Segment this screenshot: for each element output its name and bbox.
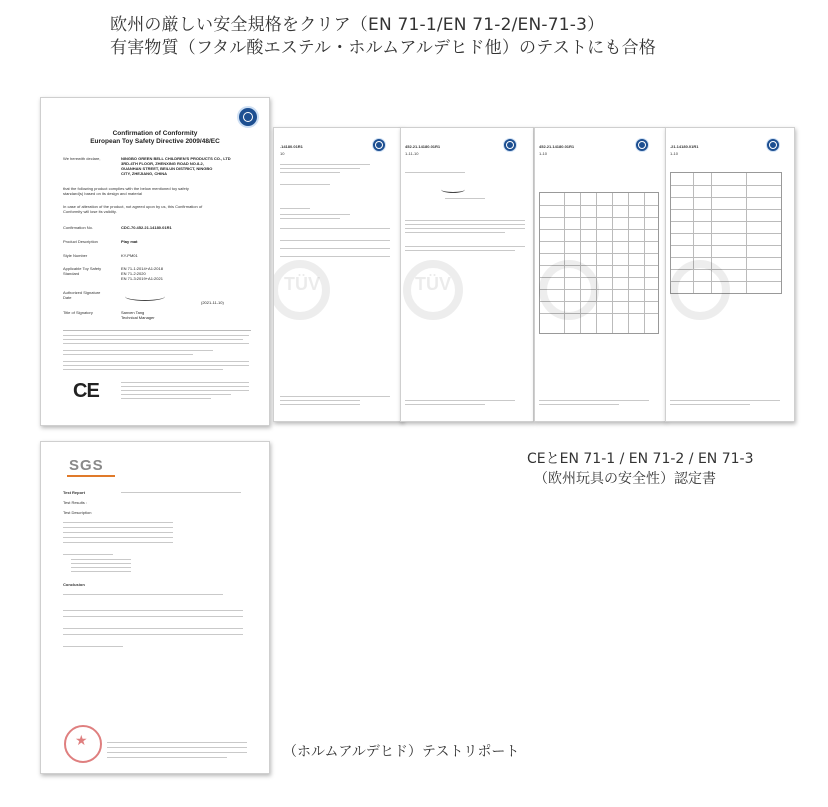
footer-line bbox=[670, 404, 750, 405]
fine-print-line bbox=[121, 382, 249, 383]
text-line bbox=[63, 646, 123, 647]
headline bbox=[110, 14, 656, 60]
signature-date: (2021-11-10) bbox=[201, 300, 224, 305]
text-line bbox=[405, 228, 525, 229]
header-line bbox=[121, 492, 241, 493]
tuv-logo-icon bbox=[635, 138, 649, 152]
text-line bbox=[405, 250, 515, 251]
grid-row bbox=[671, 257, 781, 258]
footer-line bbox=[107, 757, 227, 758]
footer-line bbox=[107, 752, 247, 753]
certificate-title bbox=[41, 130, 269, 146]
fine-print-line bbox=[121, 398, 211, 399]
text-line bbox=[280, 228, 390, 229]
company-address-1: 3RD-4TH FLOOR, ZHENXING ROAD NO.8-2, bbox=[121, 161, 204, 166]
sgs-section-results: Test Results : bbox=[63, 500, 88, 505]
conformity-certificate bbox=[40, 97, 270, 426]
watermark-ring bbox=[670, 260, 730, 320]
headline-line2: 有害物質（フタル酸エステル・ホルムアルデヒド他）のテストにも合格 bbox=[110, 38, 656, 58]
declare-label: We herewith declare, bbox=[63, 156, 101, 161]
certificate-title-line2: European Toy Safety Directive 2009/48/EC bbox=[90, 138, 220, 145]
fine-print-line bbox=[121, 386, 249, 387]
grid-col bbox=[596, 193, 597, 333]
grid-row bbox=[671, 209, 781, 210]
tuv-logo-icon bbox=[237, 106, 259, 128]
field-label: Standard bbox=[63, 271, 80, 276]
fine-print-line bbox=[63, 365, 249, 366]
footer-line bbox=[280, 396, 390, 397]
sgs-stamp bbox=[64, 725, 102, 763]
grid-row bbox=[540, 253, 658, 254]
grid-row bbox=[540, 205, 658, 206]
text-line bbox=[71, 559, 131, 560]
confirmation-number: CDC-70.452.21.14180.01R1 bbox=[121, 225, 172, 230]
footer-line bbox=[280, 404, 360, 405]
watermark-text: TÜV bbox=[284, 274, 320, 294]
report-id: 452.21.14180.01R1 bbox=[405, 144, 441, 149]
certificate-title-line1: Confirmation of Conformity bbox=[112, 130, 198, 137]
report-page-3 bbox=[534, 127, 666, 422]
tuv-logo-icon bbox=[766, 138, 780, 152]
headline-line1: 欧州の厳しい安全規格をクリア（EN 71-1/EN 71-2/EN-71-3） bbox=[110, 15, 605, 35]
text-line bbox=[280, 248, 390, 249]
text-line bbox=[405, 220, 525, 221]
field-label: Confirmation No. bbox=[63, 225, 94, 230]
text-line bbox=[63, 634, 243, 635]
footer-line bbox=[405, 404, 485, 405]
fine-print-line bbox=[63, 361, 249, 362]
statement-4: Conformity will lose its validity. bbox=[63, 209, 117, 214]
text-line bbox=[63, 610, 243, 611]
field-label: Product Description bbox=[63, 239, 98, 244]
field-label: Title of Signatory bbox=[63, 310, 93, 315]
text-line bbox=[280, 164, 370, 165]
grid-col bbox=[644, 193, 645, 333]
fine-print-line bbox=[121, 390, 249, 391]
grid-col bbox=[612, 193, 613, 333]
text-line bbox=[405, 172, 465, 173]
watermark-ring bbox=[539, 260, 599, 320]
fine-print-line bbox=[63, 343, 249, 344]
standard-2: EN 71-2:2020 bbox=[121, 271, 146, 276]
report-sub: 10 bbox=[280, 151, 285, 156]
standard-3: EN 71-3:2019+A1:2021 bbox=[121, 276, 163, 281]
report-page-4 bbox=[665, 127, 795, 422]
field-label: Applicable Toy Safety bbox=[63, 266, 102, 271]
signatory-title: Technical Manager bbox=[121, 315, 155, 320]
ce-mark: CE bbox=[73, 380, 99, 402]
sgs-section-conclusion: Conclusion bbox=[63, 582, 85, 587]
grid-row bbox=[540, 229, 658, 230]
fine-print-line bbox=[121, 394, 231, 395]
tuv-logo-icon bbox=[372, 138, 386, 152]
footer-line bbox=[280, 400, 360, 401]
field-label: Date bbox=[63, 295, 72, 300]
text-line bbox=[280, 256, 390, 257]
text-line bbox=[280, 208, 310, 209]
text-line bbox=[280, 214, 350, 215]
report-sub: 1-10 bbox=[670, 151, 679, 156]
tuv-logo-icon bbox=[503, 138, 517, 152]
field-label: Style Number bbox=[63, 253, 88, 258]
text-line bbox=[280, 184, 330, 185]
text-line bbox=[405, 224, 525, 225]
sgs-test-report bbox=[40, 441, 270, 774]
text-line bbox=[280, 240, 390, 241]
text-line bbox=[63, 522, 173, 523]
divider bbox=[63, 330, 251, 331]
report-sub: 1-11-10 bbox=[405, 151, 419, 156]
text-line bbox=[63, 616, 243, 617]
text-line bbox=[280, 172, 340, 173]
text-line bbox=[280, 168, 360, 169]
grid-row bbox=[540, 241, 658, 242]
report-sub: 1-10 bbox=[539, 151, 548, 156]
sgs-section-description: Test Description bbox=[63, 510, 92, 515]
signatory-name: Sanven Tang bbox=[121, 310, 145, 315]
text-line bbox=[63, 527, 173, 528]
report-id: .14180.01R1 bbox=[280, 144, 303, 149]
text-line bbox=[405, 232, 505, 233]
sgs-report-title: Test Report bbox=[63, 490, 85, 495]
grid-row bbox=[671, 245, 781, 246]
sgs-logo: SGS bbox=[69, 457, 104, 474]
text-line bbox=[71, 567, 131, 568]
text-line bbox=[63, 594, 223, 595]
text-line bbox=[71, 563, 131, 564]
grid-col bbox=[628, 193, 629, 333]
text-line bbox=[63, 532, 173, 533]
fine-print-line bbox=[63, 369, 223, 370]
grid-row bbox=[540, 217, 658, 218]
product-description: Play mat bbox=[121, 239, 138, 244]
grid-row bbox=[671, 197, 781, 198]
footer-line bbox=[670, 400, 780, 401]
signature bbox=[125, 292, 165, 301]
report-id: 452.21.14180.01R1 bbox=[539, 144, 575, 149]
text-line bbox=[63, 537, 173, 538]
statement-1: that the following product complies with the below mentioned toy safety bbox=[63, 186, 189, 191]
sgs-caption: （ホルムアルデヒド）テストリポート bbox=[283, 744, 520, 760]
report-id: .21.14180.01R1 bbox=[670, 144, 699, 149]
signature bbox=[441, 186, 465, 193]
company-name: NINGBO GREEN BELL CHILDREN'S PRODUCTS CO., LTD bbox=[121, 156, 231, 161]
statement-3: In case of alteration of the product, not agreed upon by us, this Confirmation of bbox=[63, 204, 203, 209]
report-page-2 bbox=[400, 127, 534, 422]
footer-line bbox=[405, 400, 515, 401]
grid-row bbox=[671, 185, 781, 186]
text-line bbox=[63, 554, 113, 555]
company-address-3: CITY, ZHEJIANG, CHINA bbox=[121, 171, 168, 176]
grid-row bbox=[671, 233, 781, 234]
fine-print-line bbox=[63, 350, 213, 351]
fine-print-line bbox=[63, 354, 193, 355]
field-label: Authorized Signature bbox=[63, 290, 101, 295]
footer-line bbox=[539, 404, 619, 405]
report-page-1 bbox=[273, 127, 403, 422]
style-number: KY-PM01 bbox=[121, 253, 138, 258]
text-line bbox=[63, 628, 243, 629]
footer-line bbox=[539, 400, 649, 401]
fine-print-line bbox=[63, 335, 249, 336]
standard-1: EN 71-1:2014+A1:2018 bbox=[121, 266, 163, 271]
watermark-text: TÜV bbox=[415, 274, 451, 294]
certificate-caption-line1: CEとEN 71-1 / EN 71-2 / EN 71-3 bbox=[527, 451, 754, 467]
text-line bbox=[445, 198, 485, 199]
sgs-logo-bar bbox=[67, 475, 115, 477]
footer-line bbox=[107, 747, 247, 748]
text-line bbox=[63, 542, 173, 543]
fine-print-line bbox=[63, 339, 243, 340]
statement-2: standard(s) based on its design and material bbox=[63, 191, 142, 196]
text-line bbox=[280, 218, 340, 219]
grid-row bbox=[671, 221, 781, 222]
company-address-2: GUANHAN STREET, BEILUN DISTRICT, NINGBO bbox=[121, 166, 213, 171]
footer-line bbox=[107, 742, 247, 743]
text-line bbox=[71, 571, 131, 572]
certificate-caption-line2: （欧州玩具の安全性）認定書 bbox=[534, 471, 716, 487]
text-line bbox=[405, 246, 525, 247]
